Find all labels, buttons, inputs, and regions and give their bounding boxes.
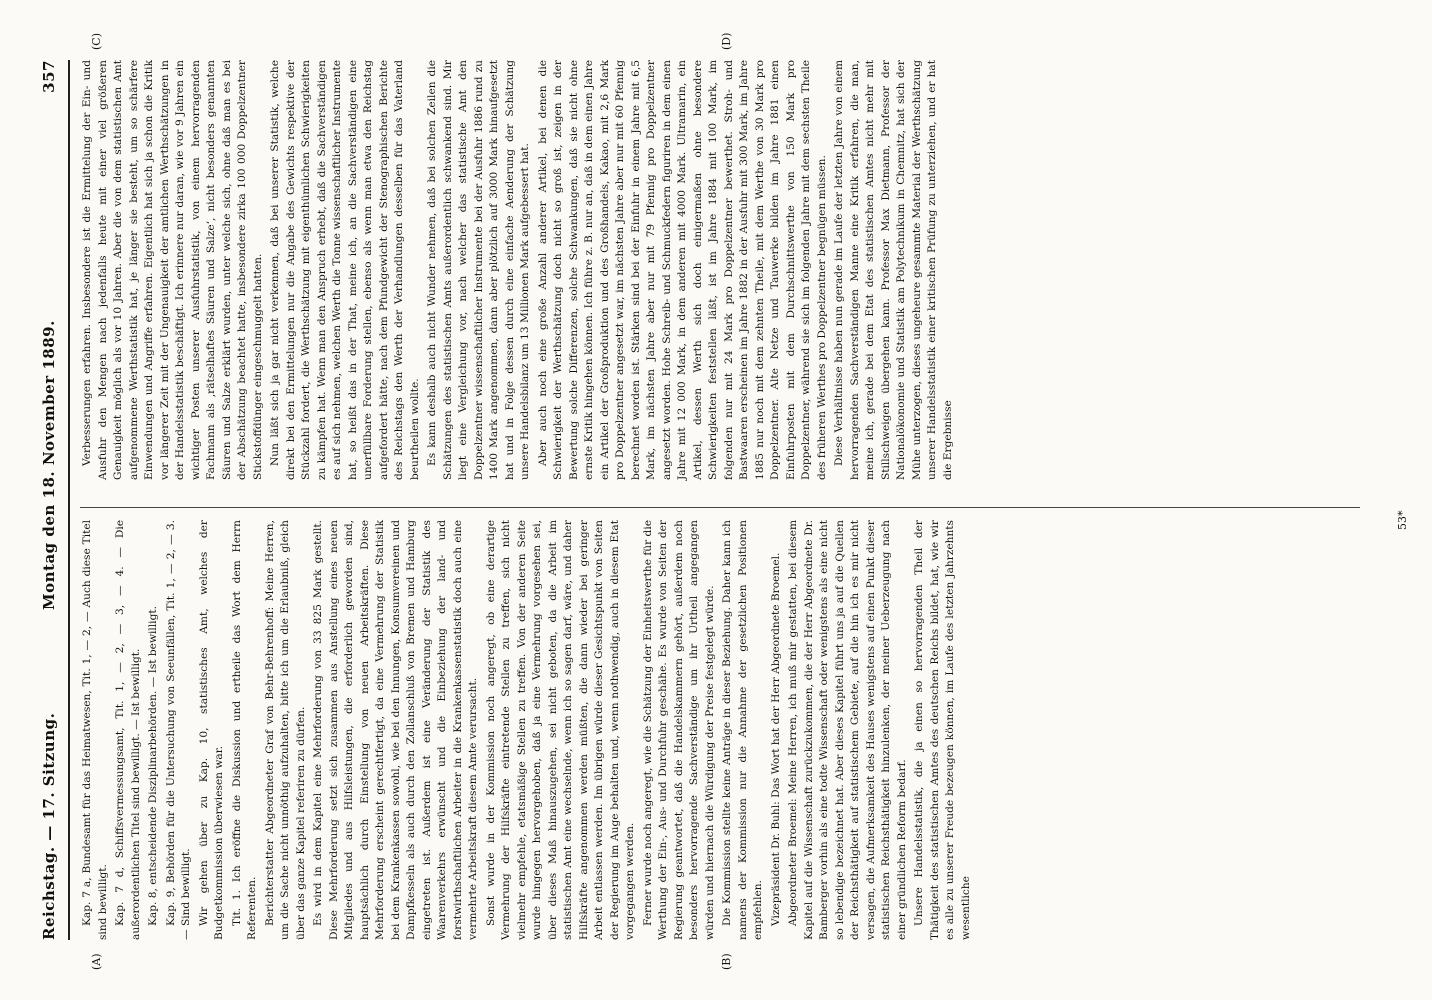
page-number: 357 — [40, 60, 58, 93]
paragraph: Abgeordneter Broemel: Meine Herren, ich muß mir gestatten, bei diesem Kapitel auf die Wissenschaft zurückzukommen, die der Herr Abgeordnete Dr. Bamberger vorhin als eine todte Wissenschaft oder wenigstens als eine nicht so lebendige bezeichnet hat. Aber dieses Kapitel führt uns ja auf die Quellen der Reichsthätigkeit auf statistischem Gebiete, auf die hin ich es mir nicht versagen, die Aufmerksamkeit des Hauses wenigstens auf einen Punkt dieser statistischen Reichsthätigkeit hinzulenken, der meiner Ueberzeugung nach einer gründlichen Reform bedarf. — [787, 520, 908, 940]
header-rule — [68, 60, 70, 940]
paragraph: Kap. 9, Behörden für die Untersuchung von Seeunfällen, Tit. 1, — 2, — 3. — Sind bewilligt. — [164, 520, 192, 940]
column-divider — [80, 507, 1360, 508]
paragraph: Kap. 7 a, Bundesamt für das Heimatwesen, Tit. 1, — 2, — Auch diese Titel sind bewilligt. — [81, 520, 109, 940]
paragraph: Kap. 7 d, Schiffsvermessungsamt, Tit. 1, — 2, — 3, — 4. — Die außerordentlichen Titel sind bewilligt. — Ist bewilligt. — [114, 520, 142, 940]
paragraph: Es kann deshalb auch nicht Wunder nehmen, daß bei solchen Zeilen die Schätzungen des statistischen Amts außerordentlich schwankend sind. Mir liegt eine Vergleichung vor, nach welcher das statistische Amt den Doppelzentner wissenschaftlicher Instrumente bei der Ausfuhr 1886 rund zu 1400 Mark angenommen, dann aber plötzlich auf 3000 Mark hinaufgesetzt hat und in Folge dessen durch eine einfache Aenderung der Schätzung unsere Handelsbilanz um 13 Millionen Mark aufgebessert hat. — [426, 60, 531, 480]
session-title: Reichstag. — 17. Sitzung. — [40, 712, 58, 940]
paragraph: Wir gehen über zu Kap. 10, statistisches Amt, welches der Budgetkommission überwiesen war. — [197, 520, 225, 940]
left-column — [80, 520, 976, 940]
paragraph: Es wird in dem Kapitel eine Mehrforderung von 33 825 Mark gestellt. Diese Mehrforderung setzt sich zusammen aus Anstellung eines neuen Mitgliedes und aus Hilfsleistungen, die erforderlich geworden sind, hauptsächlich durch Einstellung von neuen Arbeitskräften. Diese Mehrforderung erscheint gerechtfertigt, da eine Vermehrung der Statistik bei dem Krankenkassen sowohl, wie bei den Innungen, Konsumvereinen und Dampfkesseln als auch durch den Zollanschluß von Bremen und Hamburg eingetreten ist. Außerdem ist eine Veränderung der Statistik des Waarenverkehrs erwünscht und die Einbeziehung der land- und forstwirthschaftlichen Arbeiter in die Krankenkassenstatistik doch auch eine vermehrte Arbeitskraft diesem Amte verursacht. — [312, 520, 479, 940]
paragraph: Unsere Handelsstatistik, die ja einen so hervorragenden Theil der Thätigkeit des statistischen Amtes des deutschen Reichs bildet, hat, wie wir es alle zu unserer Freude bezeugen können, im Laufe des letzten Jahrzehnts wesentliche — [913, 520, 972, 940]
margin-marker-b: (B) — [720, 953, 733, 970]
paragraph: Ferner wurde noch angeregt, wie die Schätzung der Einheitswerthe für die Werthung der Ein-, Aus- und Durchfuhr geschähe. Es wurde von Seiten der Regierung geantwortet, daß die Handelskammern gehört, außerdem noch besonders hervorragende Sachverständige um ihr Urtheil angegangen würden und hiernach die Würdigung der Preise festgelegt würde. — [641, 520, 716, 940]
paragraph: Aber auch noch eine große Anzahl anderer Artikel, bei denen die Schwierigkeit der Werthschätzung doch nicht so groß ist, zeigen in der Bewertung solche Differenzen, solche Schwankungen, daß sie nicht ohne ernste Kritik hingehen können. Ich führe z. B. nur an, daß in dem einen Jahre ein Artikel der Großproduktion und des Großhandels, Kakao, mit 2,6 Mark pro Doppelzentner angesetzt war, im nächsten Jahre aber nur mit 60 Pfennig berechnet worden ist. Stärken sind bei der Einfuhr in einem Jahre mit 6,5 Mark, im nächsten Jahre aber nur mit 79 Pfennig pro Doppelzentner angesetzt worden. Hohe Schreib- und Schmuckfedern figuriren in dem einen Jahre mit 12 000 Mark, in dem anderen mit 4000 Mark. Ultramarin, ein Artikel, dessen Werth sich doch einigermaßen ohne besondere Schwierigkeiten feststellen läßt, ist im Jahre 1884 mit 100 Mark, im folgenden nur mit 24 Mark pro Doppelzentner bewerthet. Stroh- und Bastwaaren erscheinen im Jahre 1882 in der Ausfuhr mit 300 Mark, im Jahre 1885 nur noch mit dem zehnten Theile, mit dem Werthe von 30 Mark pro Doppelzentner. Alte Netze und Tauwerke bilden im Jahre 1881 einen Einfuhrposten mit dem Durchschnittswerthe von 150 Mark pro Doppelzentner, während sie sich im folgenden Jahre mit dem sechsten Theile des früheren Werthes pro Doppelzentner begnügen müssen. — [536, 60, 828, 480]
paragraph: Berichterstatter Abgeordneter Graf von Behr-Behrenhoff: Meine Herren, um die Sache nicht unnöthig aufzuhalten, bitte ich um die Erlaubniß, gleich über das ganze Kapitel referiren zu dürfen. — [263, 520, 307, 940]
paragraph: Sonst wurde in der Kommission noch angeregt, ob eine derartige Vermehrung der Hilfskräfte eintretende Stellen zu treffen, sich nicht vielmehr empfehle, etatsmäßige Stellen zu treffen. Von der anderen Seite wurde hingegen hervorgehoben, daß ja eine Vermehrung vorgesehen sei, über dieses Maß hinauszugehen, sei nicht geboten, da die Arbeit im statistischen Amt eine wechselnde, wenn ich so sagen darf, wäre, und daher Hilfskräfte angenommen werden müßten, die dann wieder bei geringer Arbeit entlassen werden. Im übrigen würde dieser Gesichtspunkt von Seiten der Regierung im Auge behalten und, wenn nothwendig, auch in diesem Etat vorgegangen werden. — [484, 520, 636, 940]
margin-marker-c: (C) — [90, 33, 103, 50]
paragraph: Nun läßt sich ja gar nicht verkennen, daß bei unserer Statistik, welche direkt bei den Ermittelungen nur die Angabe des Gewichts respektive der Stückzahl fordert, die Werthschätzung mit eigenthümlichen Schwierigkeiten zu kämpfen hat. Wenn man den Anspruch erhebt, daß die Sachverständigen es auf sich nehmen, welchen Werth die Tonne wissenschaftlicher Instrumente hat, so heißt das in der That, meine ich, an die Sachverständigen eine unerfüllbare Forderung stellen, ebenso als wenn man etwa den Reichstag aufgefordert hätte, nach dem Pfundgewicht der Stenographischen Berichte des Reichstags den Werth der Verhandlungen desselben für das Vaterland beurtheilen wollte. — [269, 60, 421, 480]
margin-marker-a: (A) — [90, 953, 103, 970]
paragraph: Verbesserungen erfahren. Insbesondere ist die Ermittelung der Ein- und Ausfuhr den Mengen nach jedenfalls heute mit einer viel größeren Genauigkeit möglich als vor 10 Jahren. Aber die von dem statistischen Amt aufgenommene Werthstatistik hat, je länger sie besteht, um so schärfere Einwendungen und Angriffe erfahren. Eigentlich hat sich ja schon die Kritik vor längerer Zeit mit der Ungenauigkeit der amtlichen Werthschätzungen in der Handelsstatistik beschäftigt. Ich erinnere nur daran, wie vor 9 Jahren ein wichtiger Posten unserer Ausfuhrstatistik, von einem hervorragenden Fachmann als ‚rätselhaftes Säuren und Salze‘, nicht besonders genannten Säuren und Salze erklärt wurden, unter welche sich, ohne daß man es bei der Abschätzung beachtet hatte, insbesondere zirka 100 000 Doppelzentner Stickstoffdünger eingeschmuggelt hatten. — [81, 60, 264, 480]
paragraph: Die Kommission stellte keine Anträge in dieser Beziehung. Daher kann ich namens der Kommission nur die Annahme der gesetzlichen Positionen empfehlen. — [721, 520, 764, 940]
signature-mark: 53* — [1396, 510, 1409, 530]
paragraph: Diese Verhältnisse haben nun gerade im Laufe der letzten Jahre von einem hervorragenden Sachverständigen Manne eine Kritik erfahren, die man, meine ich, gerade bei dem Etat des statistischen Amtes nicht mehr mit Stillschweigen übergehen kann. Professor Max Dietmann, Professor der Nationalökonomie und Statistik am Polytechnikum in Chemnitz, hat sich der Mühe unterzogen, dieses ungeheure gesammte Material der Werthschätzung unserer Handelsstatistik einer kritischen Prüfung zu unterziehen, und er hat die Ergebnisse — [833, 60, 954, 480]
digitization-credit — [1405, 40, 1425, 960]
session-date: Montag den 18. November 1889. — [40, 320, 58, 610]
paragraph: Tit. 1. Ich eröffne die Diskussion und ertheile das Wort dem Herrn Referenten. — [230, 520, 258, 940]
paragraph: Kap. 8, entscheidende Disziplinarbehörden. — Ist bewilligt. — [147, 606, 159, 926]
paragraph: Vizepräsident Dr. Buhl: Das Wort hat der Herr Abgeordnete Broemel. — [769, 552, 782, 926]
margin-marker-d: (D) — [720, 32, 733, 50]
right-column — [80, 60, 958, 480]
page-header — [40, 60, 68, 940]
